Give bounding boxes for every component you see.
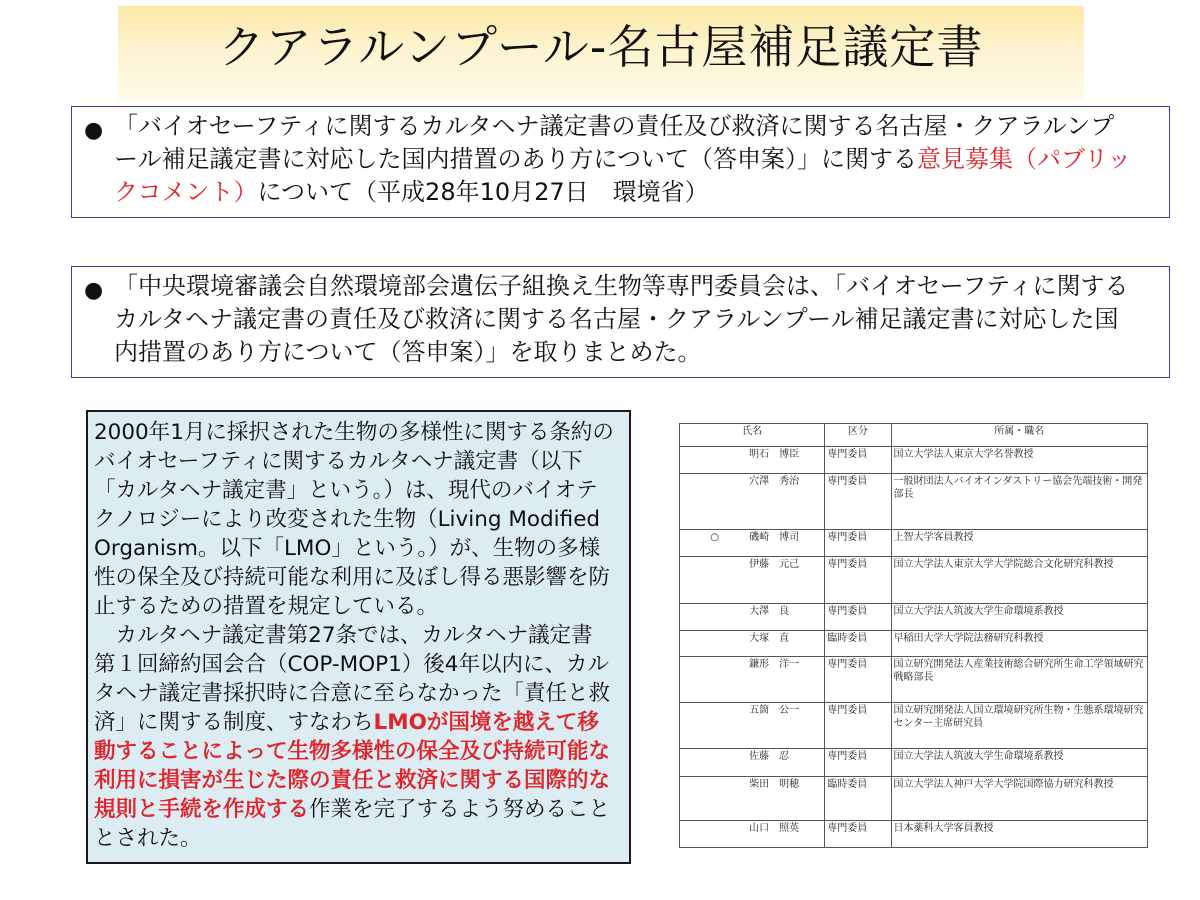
member-affiliation: 国立研究開発法人国立環境研究所生物・生態系環境研究センター主席研究員 <box>891 703 1148 749</box>
member-affiliation: 国立研究開発法人産業技術総合研究所生命工学領域研究戦略部長 <box>891 657 1148 703</box>
member-category: 専門委員 <box>825 530 891 557</box>
member-category: 専門委員 <box>825 557 891 604</box>
members-table-body <box>680 447 1148 848</box>
member-affiliation: 国立大学法人東京大学大学院総合文化研究科教授 <box>891 557 1148 604</box>
table-row <box>680 557 1148 604</box>
member-affiliation: 国立大学法人筑波大学生命環境系教授 <box>891 604 1148 631</box>
bullet-2-text: 「中央環境審議会自然環境部会遺伝子組換え生物等専門委員会は、「バイオセーフティに関するカルタヘナ議定書の責任及び救済に関する名古屋・クアラルンプール補足議定書に対応した国内措置のあり方について（答申案）」を取りまとめた。 <box>114 272 1129 366</box>
note-para2-before: カルタヘナ議定書第27条では、カルタヘナ議定書第１回締約国会合（COP-MOP1）後4年以内に、カルタヘナ議定書採択時に合意に至らなかった「責任と救済」に関する制度、すなわち <box>94 623 611 735</box>
header-name: 氏名 <box>680 424 825 447</box>
title-banner <box>118 6 1084 100</box>
note-paragraph-2 <box>94 621 614 853</box>
chair-mark <box>680 749 750 777</box>
chair-mark <box>680 821 750 848</box>
member-name: 山口 照英 <box>749 821 825 848</box>
table-row <box>680 447 1148 474</box>
member-name: 明石 博臣 <box>749 447 825 474</box>
member-affiliation: 上智大学客員教授 <box>891 530 1148 557</box>
slide-title: クアラルンプール-名古屋補足議定書 <box>218 20 984 74</box>
chair-mark <box>680 657 750 703</box>
member-affiliation: 国立大学法人神戸大学大学院国際協力研究科教授 <box>891 777 1148 821</box>
table-row <box>680 749 1148 777</box>
member-name: 五箇 公一 <box>749 703 825 749</box>
table-row <box>680 703 1148 749</box>
member-category: 専門委員 <box>825 604 891 631</box>
member-category: 専門委員 <box>825 447 891 474</box>
note-paragraph-1: 2000年1月に採択された生物の多様性に関する条約のバイオセーフティに関するカルタヘナ議定書（以下「カルタヘナ議定書」という。）は、現代のバイオテクノロジーにより改変された生物（Living Modified Organism。以下「LMO」という。）が、生物の多様性の保全及び持続可能な利用に及ぼし得る悪影響を防止するための措置を規定している。 <box>94 420 614 619</box>
member-category: 専門委員 <box>825 821 891 848</box>
member-category: 臨時委員 <box>825 631 891 657</box>
table-row <box>680 821 1148 848</box>
bullet-icon: ● <box>84 278 104 303</box>
chair-mark <box>680 631 750 657</box>
chair-mark <box>680 474 750 530</box>
table-header-row <box>680 424 1148 447</box>
member-category: 専門委員 <box>825 474 891 530</box>
member-name: 鎌形 洋一 <box>749 657 825 703</box>
table-row <box>680 777 1148 821</box>
member-category: 専門委員 <box>825 749 891 777</box>
table-row <box>680 657 1148 703</box>
chair-mark <box>680 703 750 749</box>
chair-mark: ○ <box>680 530 750 557</box>
bullet-text-2 <box>114 270 1134 369</box>
chair-mark <box>680 557 750 604</box>
header-affiliation: 所属・職名 <box>891 424 1148 447</box>
member-name: 大澤 良 <box>749 604 825 631</box>
bullet-1-highlight: 意見募集（パブリックコメント） <box>114 145 1132 206</box>
table-row <box>680 631 1148 657</box>
bullet-text-1 <box>114 110 1134 209</box>
member-affiliation: 国立大学法人東京大学名誉教授 <box>891 447 1148 474</box>
note-para2-after: 作業を完了するよう努めることとされた。 <box>94 797 611 851</box>
bullet-1-text-after: について（平成28年10月27日 環境省） <box>257 178 709 206</box>
table-row <box>680 604 1148 631</box>
member-name: 伊藤 元己 <box>749 557 825 604</box>
member-affiliation: 一般財団法人バイオインダストリー協会先端技術・開発部長 <box>891 474 1148 530</box>
member-name: 磯崎 博司 <box>749 530 825 557</box>
member-name: 佐藤 忍 <box>749 749 825 777</box>
member-category: 臨時委員 <box>825 777 891 821</box>
chair-mark <box>680 777 750 821</box>
member-category: 専門委員 <box>825 703 891 749</box>
note-highlight: LMOが国境を越えて移動することによって生物多様性の保全及び持続可能な利用に損害が生じた際の責任と救済に関する国際的な規則と手続を作成する <box>94 710 611 822</box>
note-text <box>94 418 614 853</box>
members-table <box>679 423 1148 848</box>
bullet-1-text-before: 「バイオセーフティに関するカルタヘナ議定書の責任及び救済に関する名古屋・クアラルンプール補足議定書に対応した国内措置のあり方について（答申案）」に関する <box>114 112 1115 173</box>
member-affiliation: 日本薬科大学客員教授 <box>891 821 1148 848</box>
bullet-icon: ● <box>84 118 104 143</box>
header-category: 区分 <box>825 424 891 447</box>
member-category: 専門委員 <box>825 657 891 703</box>
member-name: 穴澤 秀治 <box>749 474 825 530</box>
member-affiliation: 早稲田大学大学院法務研究科教授 <box>891 631 1148 657</box>
member-name: 柴田 明穂 <box>749 777 825 821</box>
table-row <box>680 474 1148 530</box>
chair-mark <box>680 447 750 474</box>
table-row <box>680 530 1148 557</box>
member-name: 大塚 直 <box>749 631 825 657</box>
chair-mark <box>680 604 750 631</box>
member-affiliation: 国立大学法人筑波大学生命環境系教授 <box>891 749 1148 777</box>
